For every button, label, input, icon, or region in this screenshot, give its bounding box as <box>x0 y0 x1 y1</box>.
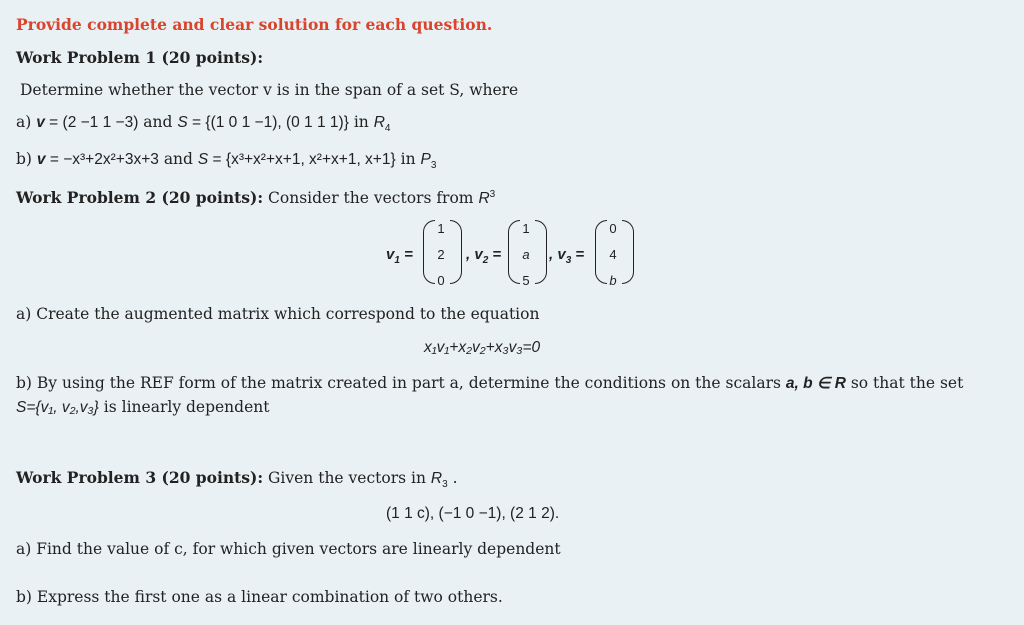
problem-3-heading: Work Problem 3 (20 points): Given the vectors in $R_3$ . <box>16 468 458 491</box>
v2-label: , $v_2$ = <box>466 246 502 266</box>
space-superscript: 3 <box>489 188 496 200</box>
problem-3-intro: Given the vectors in <box>268 469 426 487</box>
problem-1-title: Work Problem 1 (20 points): <box>16 48 264 67</box>
v3-entry: 0 <box>609 221 617 236</box>
v1-label: $v_1$ = <box>386 246 413 266</box>
problem-1b-polynomial: −x³+2x²+3x+3 <box>63 151 159 168</box>
space-symbol: R <box>478 190 490 207</box>
problem-3-vectors: (1 1 c), (−1 0 −1), (2 1 2). <box>386 505 560 522</box>
problem-3b: b) Express the first one as a linear combination of two others. <box>16 588 503 606</box>
v1-entry: 0 <box>437 273 445 288</box>
problem-2b-tail: so that the set <box>850 374 964 392</box>
problem-1a-vector: (2 −1 1 −3) <box>62 114 139 131</box>
problem-2a: a) Create the augmented matrix which correspond to the equation <box>16 305 540 323</box>
space-subscript: 3 <box>442 479 448 491</box>
problem-1b-label: b) <box>16 150 32 168</box>
problem-3a: a) Find the value of c, for which given vectors are linearly dependent <box>16 540 561 558</box>
problem-1a-set: {(1 0 1 −1), (0 1 1 1)} <box>205 114 349 131</box>
space-subscript: 3 <box>430 160 437 172</box>
problem-2b-end: is linearly dependent <box>103 398 270 416</box>
space-symbol: P <box>420 151 431 168</box>
scalars: a, b ∈ R <box>785 375 846 392</box>
problem-2b-line2 <box>16 398 269 417</box>
v2-entry: a <box>522 247 530 262</box>
problem-1b: b) v = −x³+2x²+3x+3 and S = {x³+x²+x+1, x²+x+1, x+1} in $P_3$ <box>16 150 437 172</box>
v3-label: , $v_3$ = <box>549 246 585 266</box>
problem-1a-label: a) <box>16 113 32 131</box>
space-symbol: R <box>430 470 443 487</box>
problem-1b-set: {x³+x²+x+1, x²+x+1, x+1} <box>225 151 396 168</box>
v2-entry: 1 <box>522 221 530 236</box>
problem-2-intro: Consider the vectors from <box>268 189 474 207</box>
page-header: Provide complete and clear solution for each question. <box>16 15 493 34</box>
v2-entry: 5 <box>522 273 530 288</box>
problem-2-title: Work Problem 2 (20 points): <box>16 188 264 207</box>
problem-2-heading <box>16 188 495 208</box>
space-subscript: 4 <box>384 123 391 135</box>
equation: x₁v₁+x₂v₂+x₃v₃=0 <box>424 339 541 356</box>
and-text: and <box>163 150 193 168</box>
problem-3-title: Work Problem 3 (20 points): <box>16 468 264 487</box>
v3-entry: 4 <box>609 247 617 262</box>
problem-1a: a) v = (2 −1 1 −3) and S = {(1 0 1 −1), (0 1 1 1)} in $R_4$ <box>16 113 391 135</box>
in-text: in <box>353 113 369 131</box>
problem-2b-text: b) By using the REF form of the matrix created in part a, determine the conditions on the scalars <box>16 374 781 392</box>
problem-2b <box>16 374 963 393</box>
vector-v-symbol: v <box>36 114 45 131</box>
space-symbol: R <box>373 114 385 131</box>
set-s: S={v₁, v₂,v₃} <box>16 399 99 416</box>
vectors-display <box>386 214 646 294</box>
and-text: and <box>143 113 173 131</box>
v3-entry: b <box>609 273 617 288</box>
v1-entry: 1 <box>437 221 445 236</box>
problem-1-intro: Determine whether the vector v is in the span of a set S, where <box>20 81 519 99</box>
v1-entry: 2 <box>437 247 445 262</box>
in-text: in <box>400 150 416 168</box>
